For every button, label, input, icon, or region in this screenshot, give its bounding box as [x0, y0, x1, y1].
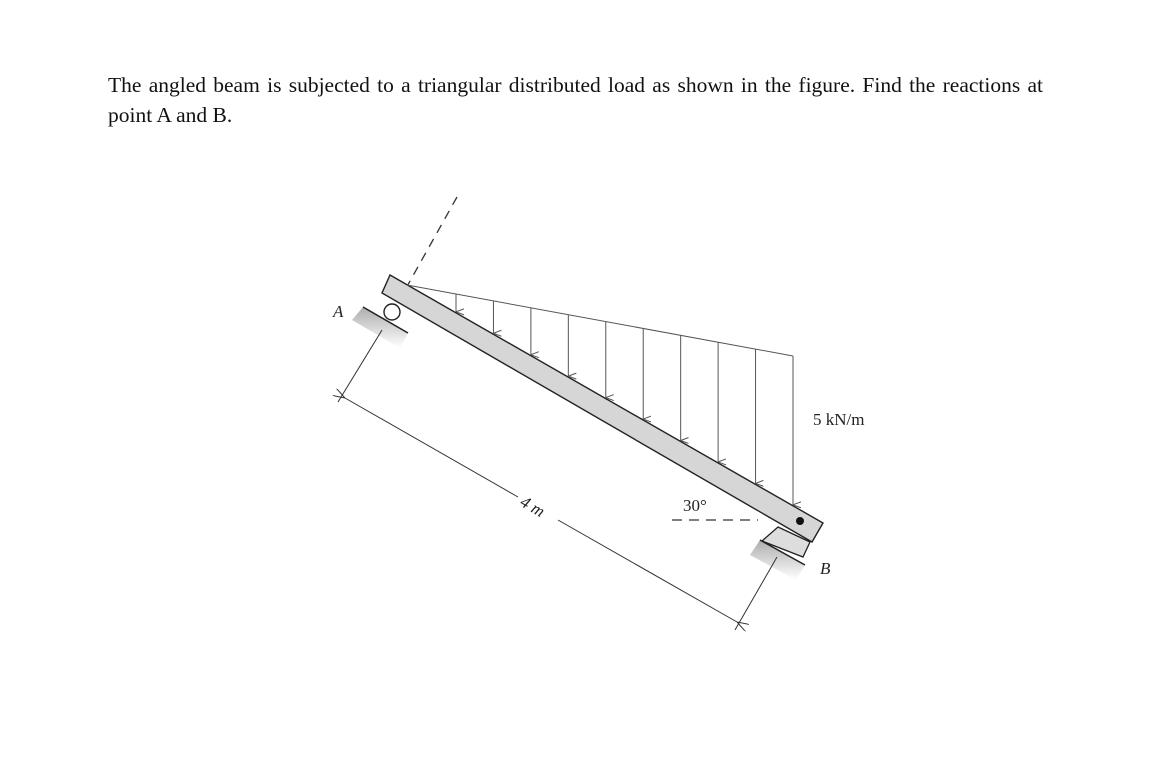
support-a [352, 304, 408, 348]
angle-label: 30° [683, 496, 707, 515]
load-label: 5 kN/m [813, 410, 865, 429]
roller-icon [384, 304, 400, 320]
perpendicular-dashed-line [405, 197, 457, 290]
label-a: A [333, 302, 344, 321]
problem-statement: The angled beam is subjected to a triangular distributed load as shown in the figure. Find the reactions at point A and B. [108, 73, 1043, 127]
pin-b-icon [796, 517, 804, 525]
label-b: B [820, 559, 831, 578]
length-label: 4 m [517, 492, 549, 521]
angled-beam [382, 275, 823, 542]
